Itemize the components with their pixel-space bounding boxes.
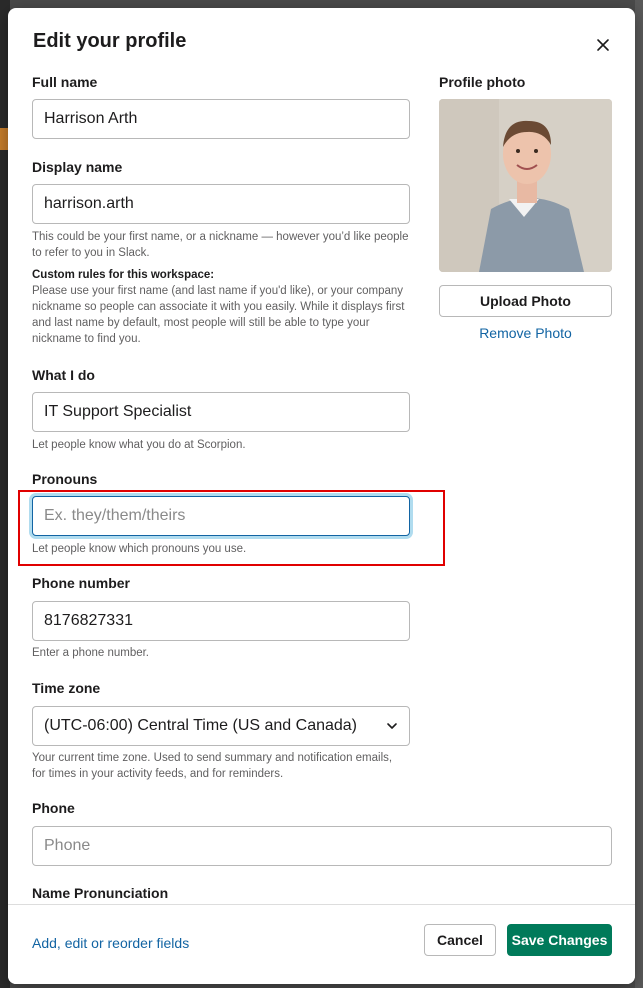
custom-rules: Custom rules for this workspace: Please use your first name (and last name if you'd like), or your company nickname so people can associate it with you easily. While it displays first and last name by default, most people will still be able to type your nickname to find you. — [32, 269, 405, 345]
time-zone-label: Time zone — [32, 680, 101, 696]
phone-number-hint: Enter a phone number. — [32, 647, 149, 659]
what-i-do-hint: Let people know what you do at Scorpion. — [32, 439, 246, 451]
background-sidebar-accent — [0, 128, 8, 150]
full-name-label: Full name — [32, 74, 98, 90]
name-pronunciation-label: Name Pronunciation — [32, 885, 169, 901]
time-zone-value: (UTC-06:00) Central Time (US and Canada) — [44, 717, 358, 734]
phone-input[interactable] — [32, 826, 612, 866]
cancel-button[interactable]: Cancel — [424, 924, 496, 956]
display-name-hint: This could be your first name, or a nickname — however you’d like people to refer to you in Slack. — [32, 231, 409, 259]
pronouns-hint: Let people know which pronouns you use. — [32, 543, 247, 555]
phone-number-input[interactable] — [32, 601, 410, 641]
save-changes-button[interactable]: Save Changes — [507, 924, 612, 956]
close-icon — [596, 38, 610, 52]
phone-label: Phone — [32, 800, 75, 816]
edit-fields-link[interactable]: Add, edit or reorder fields — [32, 935, 190, 951]
time-zone-hint: Your current time zone. Used to send summary and notification emails, for times in your activity feeds, and for reminders. — [32, 752, 393, 780]
remove-photo-link[interactable]: Remove Photo — [479, 325, 572, 341]
time-zone-select[interactable] — [32, 706, 410, 746]
pronouns-input[interactable] — [32, 496, 410, 536]
modal-title: Edit your profile — [33, 30, 187, 52]
pronouns-label: Pronouns — [32, 471, 98, 487]
chevron-down-icon — [386, 720, 398, 732]
edit-profile-modal — [8, 8, 635, 984]
profile-photo-image — [439, 99, 612, 272]
phone-number-label: Phone number — [32, 575, 131, 591]
display-name-label: Display name — [32, 159, 123, 175]
what-i-do-input[interactable] — [32, 392, 410, 432]
modal-footer — [8, 904, 635, 984]
profile-photo-label: Profile photo — [439, 74, 526, 90]
upload-photo-button[interactable]: Upload Photo — [439, 285, 612, 317]
profile-photo — [439, 99, 612, 272]
close-button[interactable] — [590, 32, 616, 58]
background-right-edge — [635, 0, 643, 988]
display-name-input[interactable] — [32, 184, 410, 224]
full-name-input[interactable] — [32, 99, 410, 139]
what-i-do-label: What I do — [32, 367, 95, 383]
